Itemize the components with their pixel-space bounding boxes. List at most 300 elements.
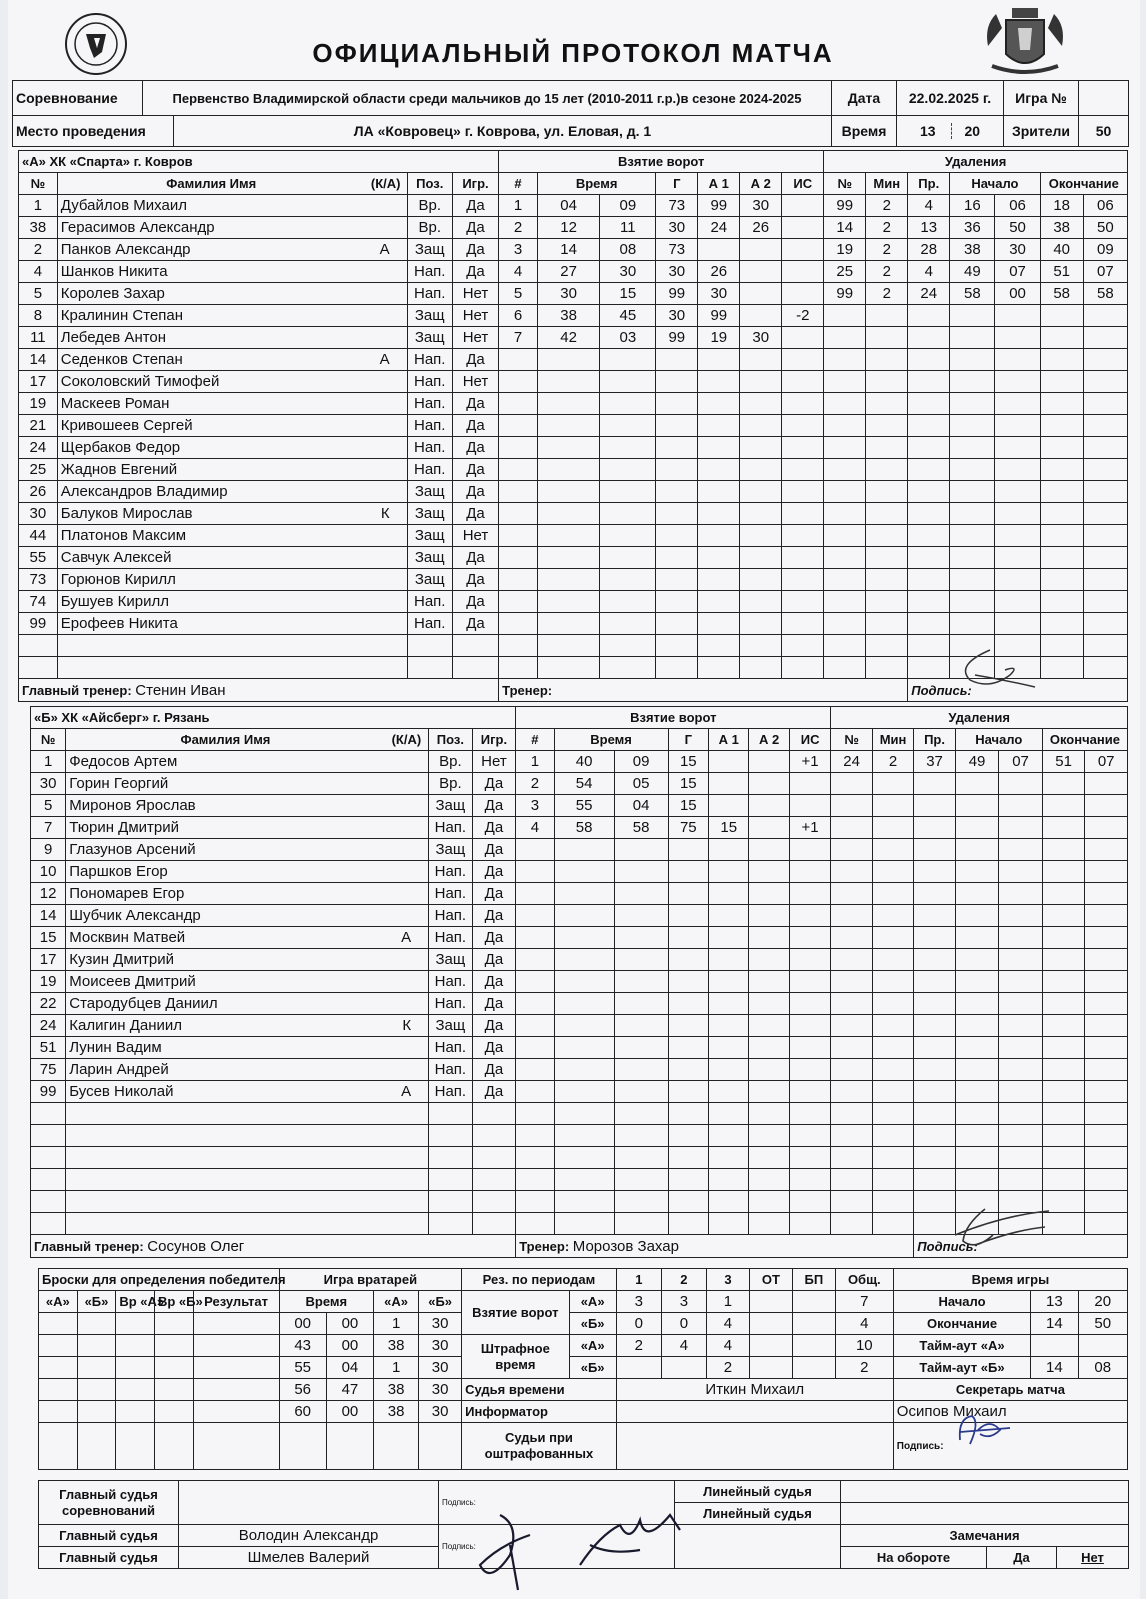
goal-minute: 38	[537, 305, 599, 327]
goal-assist-2	[740, 569, 782, 591]
goal-assist-2	[740, 283, 782, 305]
goal-second: 30	[600, 261, 656, 283]
player-number: 17	[31, 949, 66, 971]
penalty-player	[831, 905, 872, 927]
goal-number	[499, 547, 538, 569]
penalty-start-m	[955, 949, 999, 971]
goal-assist-1	[709, 1081, 749, 1103]
penalty-start-m	[955, 905, 999, 927]
goal-assist-1	[698, 239, 740, 261]
goal-number	[516, 927, 554, 949]
penalty-start-s: 30	[995, 239, 1040, 261]
player-name	[66, 1081, 429, 1103]
penalty-end-m	[1042, 1169, 1085, 1191]
player-position	[429, 1213, 473, 1235]
player-name-text: Платонов Максим	[60, 527, 187, 544]
penalty-start-m	[950, 525, 995, 547]
timeout-b-s: 08	[1078, 1357, 1128, 1379]
player-played: Да	[452, 547, 498, 569]
player-name-text: Соколовский Тимофей	[60, 373, 220, 390]
penalty-end-s	[1083, 635, 1127, 657]
penalty-end-s: 50	[1083, 217, 1127, 239]
penalty-player: 19	[824, 239, 866, 261]
penalty-start-m: 58	[950, 283, 995, 305]
player-position: Вр.	[429, 773, 473, 795]
player-name	[57, 569, 407, 591]
shootout-col-gkb: Вр «Б»	[154, 1291, 193, 1313]
penalty-player	[831, 773, 872, 795]
goal-situation	[789, 1037, 831, 1059]
player-name	[57, 327, 407, 349]
penalty-reason	[914, 905, 955, 927]
team-a-head-coach: Стенин Иван	[135, 681, 226, 699]
penalty-start-s	[999, 1015, 1043, 1037]
goals-b-p1: 0	[616, 1313, 661, 1335]
penalty-minutes	[866, 305, 908, 327]
player-number: 21	[19, 415, 58, 437]
penalty-start-m	[955, 1081, 999, 1103]
player-row	[31, 1059, 1128, 1081]
pen-team-a-label: «А»	[569, 1335, 616, 1357]
penalty-player	[831, 971, 872, 993]
penalty-player	[831, 993, 872, 1015]
goal-number	[499, 481, 538, 503]
player-number: 5	[31, 795, 66, 817]
player-played: Да	[472, 795, 516, 817]
penalty-start-s	[999, 817, 1043, 839]
linesman-2-value	[841, 1503, 1129, 1525]
player-name-text: Бусев Николай	[69, 1083, 174, 1100]
penalty-player	[824, 525, 866, 547]
penalty-start-s	[995, 437, 1040, 459]
player-row	[31, 1103, 1128, 1125]
goal-second: 58	[614, 817, 668, 839]
penalty-player	[824, 393, 866, 415]
goal-assist-2	[749, 773, 789, 795]
player-number: 14	[31, 905, 66, 927]
player-played: Да	[452, 613, 498, 635]
penalty-end-s	[1085, 905, 1128, 927]
goal-situation	[789, 971, 831, 993]
player-name	[66, 839, 429, 861]
penalty-end-m	[1042, 971, 1085, 993]
player-row	[19, 547, 1128, 569]
referee-2-name: Шмелев Валерий	[179, 1547, 439, 1569]
player-name-text: Савчук Алексей	[60, 549, 172, 566]
player-name	[66, 905, 429, 927]
player-played: Да	[472, 883, 516, 905]
penalty-minutes	[866, 635, 908, 657]
penalty-end-s	[1083, 349, 1127, 371]
linesman-2-label: Линейный судья	[675, 1503, 841, 1525]
player-number: 17	[19, 371, 58, 393]
goal-assist-1	[698, 569, 740, 591]
goal-situation	[782, 217, 824, 239]
goal-assist-1	[709, 839, 749, 861]
player-number	[31, 1147, 66, 1169]
goals-b-p3: 4	[706, 1313, 749, 1335]
penalty-end-m	[1042, 883, 1085, 905]
penalty-start-s	[999, 1125, 1043, 1147]
goal-second	[614, 839, 668, 861]
player-name-text: Кривошеев Сергей	[60, 417, 193, 434]
penalty-end-s	[1083, 393, 1127, 415]
penalty-end-s	[1085, 861, 1128, 883]
player-position: Нап.	[429, 1059, 473, 1081]
penalty-reason	[914, 927, 955, 949]
goal-second	[614, 1169, 668, 1191]
player-name-text: Лунин Вадим	[69, 1039, 162, 1056]
penalty-end-m	[1042, 795, 1085, 817]
col-assist-2: А 2	[749, 729, 789, 751]
penalty-end-m	[1040, 569, 1083, 591]
player-position: Защ	[429, 795, 473, 817]
player-position: Защ	[407, 547, 452, 569]
penalty-start-s	[999, 1213, 1043, 1235]
player-name-text: Стародубцев Даниил	[69, 995, 218, 1012]
penalty-end-s	[1083, 371, 1127, 393]
player-name	[57, 217, 407, 239]
goal-scorer	[668, 905, 708, 927]
player-played: Да	[472, 993, 516, 1015]
penalty-start-m	[950, 613, 995, 635]
goal-assist-2	[749, 1059, 789, 1081]
penalty-end-s	[1085, 1081, 1128, 1103]
penalty-box-judges-label: Судьи при оштрафованных	[462, 1423, 617, 1470]
player-number: 26	[19, 481, 58, 503]
goal-number	[516, 1037, 554, 1059]
player-captain-mark: А	[401, 929, 412, 946]
goal-minute: 58	[554, 817, 614, 839]
date-label: Дата	[832, 81, 897, 116]
player-position: Нап.	[407, 459, 452, 481]
goal-assist-2	[749, 971, 789, 993]
goal-scorer: 15	[668, 751, 708, 773]
team-b-coach2: Морозов Захар	[572, 1237, 679, 1255]
goal-situation	[782, 547, 824, 569]
goal-scorer: 15	[668, 773, 708, 795]
penalty-player	[824, 613, 866, 635]
penalty-player	[824, 481, 866, 503]
goal-second	[614, 1147, 668, 1169]
penalty-start-m	[950, 327, 995, 349]
pen-team-b-label: «Б»	[569, 1357, 616, 1379]
penalty-reason	[914, 1015, 955, 1037]
player-number: 2	[19, 239, 58, 261]
player-number	[19, 635, 58, 657]
player-number: 99	[19, 613, 58, 635]
goal-assist-1	[709, 1147, 749, 1169]
player-name	[57, 525, 407, 547]
goal-minute: 30	[537, 283, 599, 305]
goal-situation	[782, 459, 824, 481]
penalty-end-s	[1085, 883, 1128, 905]
penalty-player	[824, 437, 866, 459]
player-name-text: Щербаков Федор	[60, 439, 181, 456]
gk-b: 30	[419, 1357, 462, 1379]
player-number: 38	[19, 217, 58, 239]
penalty-player	[831, 817, 872, 839]
game-end-h: 14	[1031, 1313, 1078, 1335]
col-pen-min: Мин	[866, 173, 908, 195]
player-name-text: Ерофеев Никита	[60, 615, 178, 632]
penalty-start-s	[995, 481, 1040, 503]
penalty-reason: 4	[908, 195, 950, 217]
player-played: Нет	[452, 525, 498, 547]
player-row	[19, 635, 1128, 657]
penalty-start-m	[955, 883, 999, 905]
goal-minute	[537, 613, 599, 635]
penalty-end-s	[1085, 839, 1128, 861]
goal-scorer	[668, 1125, 708, 1147]
penalty-start-s	[995, 613, 1040, 635]
player-name-text: Балуков Мирослав	[60, 505, 193, 522]
goal-number	[499, 525, 538, 547]
player-name-text: Кралинин Степан	[60, 307, 184, 324]
pen-b-ot	[749, 1357, 792, 1379]
player-number: 24	[19, 437, 58, 459]
penalty-player	[831, 1147, 872, 1169]
penalty-end-m: 51	[1042, 751, 1085, 773]
penalty-start-m	[955, 1015, 999, 1037]
player-name-text: Панков Александр	[60, 241, 191, 258]
game-start-m: 20	[1078, 1291, 1128, 1313]
pen-b-p1	[616, 1357, 661, 1379]
player-name	[66, 751, 429, 773]
goal-assist-2	[740, 613, 782, 635]
goal-minute	[554, 883, 614, 905]
pen-b-p2	[661, 1357, 706, 1379]
penalty-reason	[908, 503, 950, 525]
date-value: 22.02.2025 г.	[897, 81, 1004, 116]
game-number-value	[1079, 81, 1129, 116]
penalty-start-m	[955, 1147, 999, 1169]
penalty-start-m	[950, 635, 995, 657]
goal-scorer: 99	[656, 283, 698, 305]
player-name-text: Кузин Дмитрий	[69, 951, 174, 968]
goal-scorer: 73	[656, 239, 698, 261]
penalty-start-m	[955, 1125, 999, 1147]
goal-situation: -2	[782, 305, 824, 327]
penalty-end-m: 18	[1040, 195, 1083, 217]
goal-scorer: 73	[656, 195, 698, 217]
player-position	[429, 1125, 473, 1147]
player-number: 30	[31, 773, 66, 795]
player-name-text: Миронов Ярослав	[69, 797, 196, 814]
penalty-start-m	[950, 393, 995, 415]
player-played: Да	[472, 905, 516, 927]
goal-assist-1	[698, 415, 740, 437]
penalty-player: 24	[831, 751, 872, 773]
player-number: 1	[19, 195, 58, 217]
col-ka: (К/А)	[370, 176, 401, 191]
goal-minute: 12	[537, 217, 599, 239]
goal-scorer	[668, 1103, 708, 1125]
goal-assist-2	[749, 1081, 789, 1103]
goal-scorer	[656, 525, 698, 547]
penalty-start-s	[999, 883, 1043, 905]
goal-assist-2	[740, 305, 782, 327]
player-name	[66, 795, 429, 817]
player-name	[66, 1103, 429, 1125]
player-captain-mark: К	[402, 1017, 412, 1034]
goal-second	[600, 547, 656, 569]
col-pen-start: Начало	[955, 729, 1042, 751]
goal-number: 6	[499, 305, 538, 327]
penalty-reason: 4	[908, 261, 950, 283]
player-name	[57, 371, 407, 393]
team-b-coach-cell	[31, 1235, 516, 1258]
penalty-start-s	[995, 393, 1040, 415]
goal-scorer	[656, 481, 698, 503]
goal-second	[600, 591, 656, 613]
player-position: Защ	[407, 327, 452, 349]
penalty-player	[824, 371, 866, 393]
goal-minute	[554, 1169, 614, 1191]
player-name	[66, 861, 429, 883]
goal-number: 3	[516, 795, 554, 817]
penalty-minutes: 2	[866, 283, 908, 305]
player-played: Да	[452, 437, 498, 459]
player-row	[19, 239, 1128, 261]
penalty-reason	[908, 613, 950, 635]
venue-value: ЛА «Ковровец» г. Коврова, ул. Еловая, д. 1	[174, 116, 832, 147]
gk-b: 30	[419, 1335, 462, 1357]
player-played: Да	[472, 1059, 516, 1081]
goal-number	[516, 1191, 554, 1213]
goal-assist-2	[740, 437, 782, 459]
goal-assist-1	[709, 949, 749, 971]
goals-team-b-label: «Б»	[569, 1313, 616, 1335]
penalty-minutes	[872, 993, 913, 1015]
gk-a: 38	[374, 1379, 419, 1401]
penalty-player: 99	[824, 283, 866, 305]
col-goal-scorer: Г	[668, 729, 708, 751]
goals-a-p3: 1	[706, 1291, 749, 1313]
penalty-start-s: 07	[995, 261, 1040, 283]
penalty-minutes	[872, 1147, 913, 1169]
referee-1-label: Главный судья	[39, 1525, 179, 1547]
goal-number	[516, 1103, 554, 1125]
player-number: 4	[19, 261, 58, 283]
col-pen-end: Окончание	[1042, 729, 1127, 751]
player-position: Нап.	[407, 613, 452, 635]
penalty-end-m	[1042, 1213, 1085, 1235]
penalty-end-m: 58	[1040, 283, 1083, 305]
penalty-end-s	[1083, 591, 1127, 613]
penalty-player	[831, 1103, 872, 1125]
team-a-penalties-title: Удаления	[824, 151, 1128, 173]
goal-situation	[789, 883, 831, 905]
goal-number: 7	[499, 327, 538, 349]
goal-assist-1	[698, 349, 740, 371]
penalty-start-s	[999, 949, 1043, 971]
penalty-end-m	[1042, 1147, 1085, 1169]
goal-second	[600, 349, 656, 371]
penalty-reason: 24	[908, 283, 950, 305]
goal-assist-1	[709, 1059, 749, 1081]
col-pen-min: Мин	[872, 729, 913, 751]
goal-assist-2	[749, 905, 789, 927]
goal-number	[516, 971, 554, 993]
player-played: Да	[472, 971, 516, 993]
goal-minute	[537, 591, 599, 613]
player-name-text: Седенков Степан	[60, 351, 183, 368]
penalty-end-s	[1083, 547, 1127, 569]
player-played: Да	[472, 949, 516, 971]
team-a-sign-cell	[908, 679, 1128, 702]
goal-scorer: 99	[656, 327, 698, 349]
goal-assist-1	[698, 437, 740, 459]
goal-second	[600, 569, 656, 591]
player-played: Да	[472, 927, 516, 949]
goals-row-label: Взятие ворот	[462, 1291, 569, 1335]
pen-a-p2: 4	[661, 1335, 706, 1357]
goal-second	[614, 1059, 668, 1081]
player-played: Да	[452, 349, 498, 371]
penalty-player	[824, 349, 866, 371]
penalty-minutes: 2	[866, 217, 908, 239]
penalty-player	[824, 569, 866, 591]
penalty-reason	[914, 861, 955, 883]
penalty-reason: 13	[908, 217, 950, 239]
start-time-minutes: 20	[964, 123, 981, 139]
informer-name	[616, 1401, 893, 1423]
goal-minute: 14	[537, 239, 599, 261]
player-played: Да	[472, 861, 516, 883]
shootout-col-result: Результат	[193, 1291, 279, 1313]
player-played: Нет	[452, 305, 498, 327]
goals-a-total: 7	[835, 1291, 893, 1313]
goal-scorer	[656, 547, 698, 569]
penalty-end-m	[1040, 371, 1083, 393]
player-row	[31, 883, 1128, 905]
goal-scorer	[668, 883, 708, 905]
penalty-start-m	[955, 993, 999, 1015]
goal-assist-1	[709, 1015, 749, 1037]
sign-label: Подпись:	[917, 1238, 978, 1254]
goal-second	[600, 503, 656, 525]
player-played: Да	[452, 591, 498, 613]
penalty-start-m	[955, 1169, 999, 1191]
penalty-reason	[914, 1147, 955, 1169]
goal-number: 2	[499, 217, 538, 239]
penalty-player	[824, 503, 866, 525]
penalty-start-m	[950, 437, 995, 459]
goal-assist-2	[740, 261, 782, 283]
player-row	[31, 1213, 1128, 1235]
player-played	[452, 635, 498, 657]
periods-title: Рез. по периодам	[462, 1269, 617, 1291]
penalty-minutes	[872, 1169, 913, 1191]
goal-assist-2	[740, 657, 782, 679]
penalty-end-m	[1040, 635, 1083, 657]
penalty-end-s	[1083, 525, 1127, 547]
penalty-minutes	[872, 1103, 913, 1125]
penalty-player	[831, 1037, 872, 1059]
player-position: Защ	[407, 305, 452, 327]
goal-situation	[782, 569, 824, 591]
col-assist-2: А 2	[740, 173, 782, 195]
player-position: Защ	[429, 1015, 473, 1037]
goal-scorer	[656, 371, 698, 393]
goal-assist-1	[698, 503, 740, 525]
penalty-reason	[908, 437, 950, 459]
player-name	[57, 305, 407, 327]
player-name-text: Жаднов Евгений	[60, 461, 178, 478]
penalty-minutes	[866, 657, 908, 679]
penalty-start-s	[999, 1081, 1043, 1103]
